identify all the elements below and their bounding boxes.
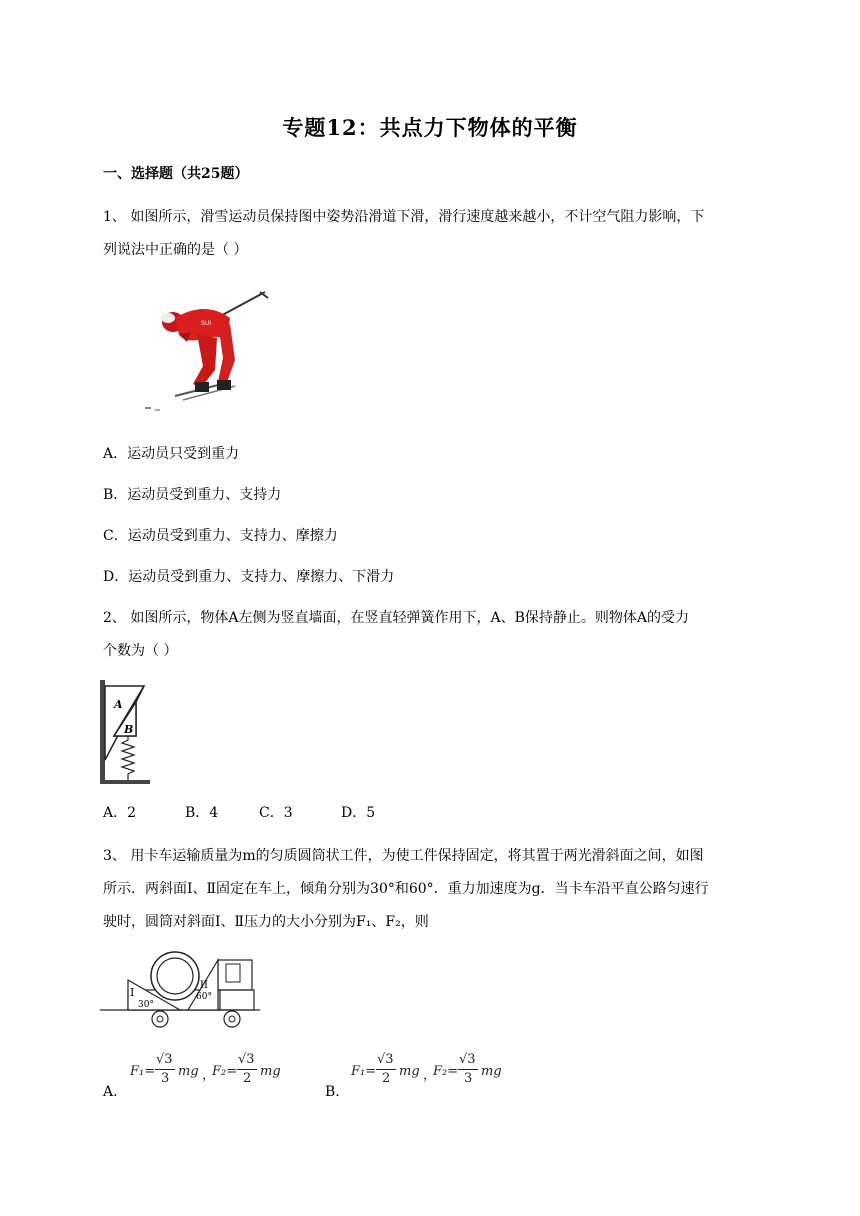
formula-a-f1-num: √3 <box>156 1052 173 1067</box>
page-title: 专题12：共点力下物体的平衡 <box>282 115 578 140</box>
q1-option-a: A．运动员只受到重力 <box>103 446 240 462</box>
formula-b-f2-den: 3 <box>464 1071 473 1086</box>
q2-option-d: D．5 <box>341 805 376 821</box>
truck-cylinder-figure <box>100 950 270 1030</box>
q3-stem-line1: 3、 用卡车运输质量为m的匀质圆筒状工件，为使工件保持固定，将其置于两光滑斜面之间，如图 <box>103 848 704 864</box>
formula-a-f2-num: √3 <box>238 1052 255 1067</box>
label-angle-30: 30° <box>138 1000 154 1010</box>
q1-option-c: C．运动员受到重力、支持力、摩擦力 <box>103 528 338 544</box>
q3-option-b-formula: F₁= √3 2 mg ， F₂= √3 3 mg <box>351 1052 502 1086</box>
section-heading: 一、选择题（共25题） <box>103 166 249 182</box>
formula-b-f1-num: √3 <box>377 1052 394 1067</box>
label-slope-2: II <box>200 980 208 991</box>
label-b: B <box>124 723 134 736</box>
label-angle-60: 60° <box>196 992 212 1002</box>
q3-option-a-formula: F₁= √3 3 mg ， F₂= √3 2 mg <box>130 1052 281 1086</box>
formula-a-unit1: mg <box>178 1064 199 1079</box>
label-a: A <box>114 698 123 711</box>
formula-b-f2-num: √3 <box>459 1052 476 1067</box>
formula-a-f1: F₁= <box>130 1064 156 1079</box>
q2-stem-line2: 个数为（ ） <box>103 643 178 659</box>
formula-b-unit1: mg <box>399 1064 420 1079</box>
formula-a-f1-den: 3 <box>161 1071 170 1086</box>
svg-text:SUI: SUI <box>201 320 211 327</box>
q2-option-b: B．4 <box>185 805 219 821</box>
formula-a-f2: F₂= <box>212 1064 238 1079</box>
q2-stem-line1: 2、 如图所示，物体A左侧为竖直墙面，在竖直轻弹簧作用下，A、B保持静止。则物体A的受力 <box>103 610 689 626</box>
skier-figure <box>135 290 275 415</box>
formula-b-f1: F₁= <box>351 1064 377 1079</box>
formula-b-unit2: mg <box>481 1064 502 1079</box>
q1-stem-line2: 列说法中正确的是（ ） <box>103 242 248 258</box>
q3-stem-line2: 所示．两斜面Ⅰ、Ⅱ固定在车上，倾角分别为30°和60°．重力加速度为g．当卡车沿平直公路匀速行 <box>103 881 709 897</box>
formula-a-unit2: mg <box>260 1064 281 1079</box>
formula-b-f2: F₂= <box>433 1064 459 1079</box>
q3-option-a-label: A. <box>103 1084 118 1100</box>
formula-b-f1-den: 2 <box>382 1071 391 1086</box>
q1-option-b: B．运动员受到重力、支持力 <box>103 487 282 503</box>
q1-option-d: D．运动员受到重力、支持力、摩擦力、下滑力 <box>103 569 395 585</box>
q2-option-c: C．3 <box>259 805 293 821</box>
label-slope-1: I <box>130 986 135 999</box>
q3-option-b-label: B. <box>325 1084 340 1100</box>
formula-a-f2-den: 2 <box>243 1071 252 1086</box>
q2-option-a: A．2 <box>103 805 137 821</box>
wall-spring-figure <box>100 678 155 788</box>
q3-stem-line3: 驶时，圆筒对斜面Ⅰ、Ⅱ压力的大小分别为F₁、F₂，则 <box>103 914 429 930</box>
q1-stem-line1: 1、 如图所示，滑雪运动员保持图中姿势沿滑道下滑，滑行速度越来越小，不计空气阻力影响，下 <box>103 209 705 225</box>
